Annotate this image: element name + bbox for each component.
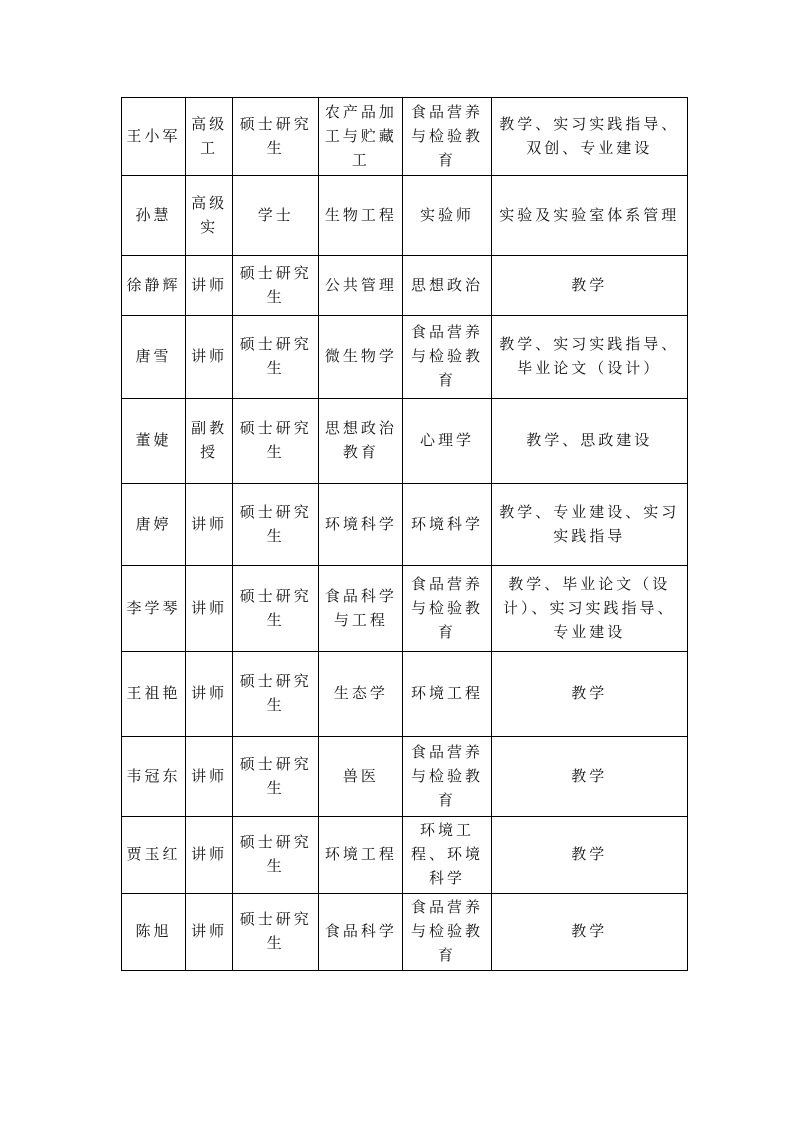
cell-name: 陈旭 <box>122 894 186 971</box>
cell-teaching-field: 食品营养与检验教育 <box>403 737 491 817</box>
cell-teaching-field: 食品营养与检验教育 <box>403 566 491 652</box>
table-row <box>122 399 688 484</box>
cell-degree: 硕士研究生 <box>233 737 319 817</box>
table-row <box>122 894 688 971</box>
cell-degree: 硕士研究生 <box>233 566 319 652</box>
cell-name: 王祖艳 <box>122 652 186 737</box>
cell-title: 讲师 <box>186 652 233 737</box>
cell-major: 食品科学与工程 <box>319 566 403 652</box>
cell-major: 公共管理 <box>319 256 403 316</box>
cell-degree: 硕士研究生 <box>233 399 319 484</box>
table-row <box>122 817 688 894</box>
cell-title: 讲师 <box>186 316 233 399</box>
cell-title: 高级工 <box>186 98 233 176</box>
cell-degree: 硕士研究生 <box>233 894 319 971</box>
cell-degree: 学士 <box>233 176 319 256</box>
cell-duties: 实验及实验室体系管理 <box>491 176 687 256</box>
cell-teaching-field: 环境科学 <box>403 484 491 566</box>
cell-title: 讲师 <box>186 737 233 817</box>
cell-degree: 硕士研究生 <box>233 256 319 316</box>
cell-teaching-field: 食品营养与检验教育 <box>403 316 491 399</box>
cell-duties: 教学 <box>491 817 687 894</box>
cell-duties: 教学 <box>491 894 687 971</box>
cell-teaching-field: 环境工程 <box>403 652 491 737</box>
cell-name: 徐静辉 <box>122 256 186 316</box>
cell-teaching-field: 食品营养与检验教育 <box>403 98 491 176</box>
cell-teaching-field: 实验师 <box>403 176 491 256</box>
cell-duties: 教学、专业建设、实习实践指导 <box>491 484 687 566</box>
table-row <box>122 484 688 566</box>
cell-teaching-field: 思想政治 <box>403 256 491 316</box>
cell-name: 王小军 <box>122 98 186 176</box>
cell-major: 兽医 <box>319 737 403 817</box>
cell-major: 微生物学 <box>319 316 403 399</box>
cell-major: 思想政治教育 <box>319 399 403 484</box>
cell-major: 生态学 <box>319 652 403 737</box>
cell-teaching-field: 食品营养与检验教育 <box>403 894 491 971</box>
cell-title: 讲师 <box>186 484 233 566</box>
cell-duties: 教学、实习实践指导、双创、专业建设 <box>491 98 687 176</box>
cell-duties: 教学、实习实践指导、毕业论文（设计） <box>491 316 687 399</box>
cell-title: 讲师 <box>186 566 233 652</box>
cell-major: 环境工程 <box>319 817 403 894</box>
cell-name: 李学琴 <box>122 566 186 652</box>
table-row <box>122 652 688 737</box>
cell-teaching-field: 心理学 <box>403 399 491 484</box>
table-row <box>122 176 688 256</box>
cell-title: 高级实 <box>186 176 233 256</box>
cell-name: 董婕 <box>122 399 186 484</box>
cell-major: 生物工程 <box>319 176 403 256</box>
cell-degree: 硕士研究生 <box>233 652 319 737</box>
cell-degree: 硕士研究生 <box>233 484 319 566</box>
cell-title: 讲师 <box>186 894 233 971</box>
cell-major: 农产品加工与贮藏工 <box>319 98 403 176</box>
cell-duties: 教学 <box>491 737 687 817</box>
cell-name: 孙慧 <box>122 176 186 256</box>
table-row <box>122 256 688 316</box>
cell-name: 唐婷 <box>122 484 186 566</box>
cell-name: 贾玉红 <box>122 817 186 894</box>
table-row <box>122 98 688 176</box>
cell-degree: 硕士研究生 <box>233 817 319 894</box>
cell-major: 环境科学 <box>319 484 403 566</box>
cell-duties: 教学 <box>491 652 687 737</box>
cell-title: 讲师 <box>186 817 233 894</box>
cell-major: 食品科学 <box>319 894 403 971</box>
cell-title: 讲师 <box>186 256 233 316</box>
teacher-roster-table <box>121 97 688 971</box>
cell-name: 韦冠东 <box>122 737 186 817</box>
cell-duties: 教学、毕业论文（设计）、实习实践指导、专业建设 <box>491 566 687 652</box>
table-row <box>122 316 688 399</box>
table-row <box>122 566 688 652</box>
cell-duties: 教学 <box>491 256 687 316</box>
cell-degree: 硕士研究生 <box>233 98 319 176</box>
cell-name: 唐雪 <box>122 316 186 399</box>
cell-teaching-field: 环境工程、环境科学 <box>403 817 491 894</box>
table-row <box>122 737 688 817</box>
cell-degree: 硕士研究生 <box>233 316 319 399</box>
cell-title: 副教授 <box>186 399 233 484</box>
cell-duties: 教学、思政建设 <box>491 399 687 484</box>
